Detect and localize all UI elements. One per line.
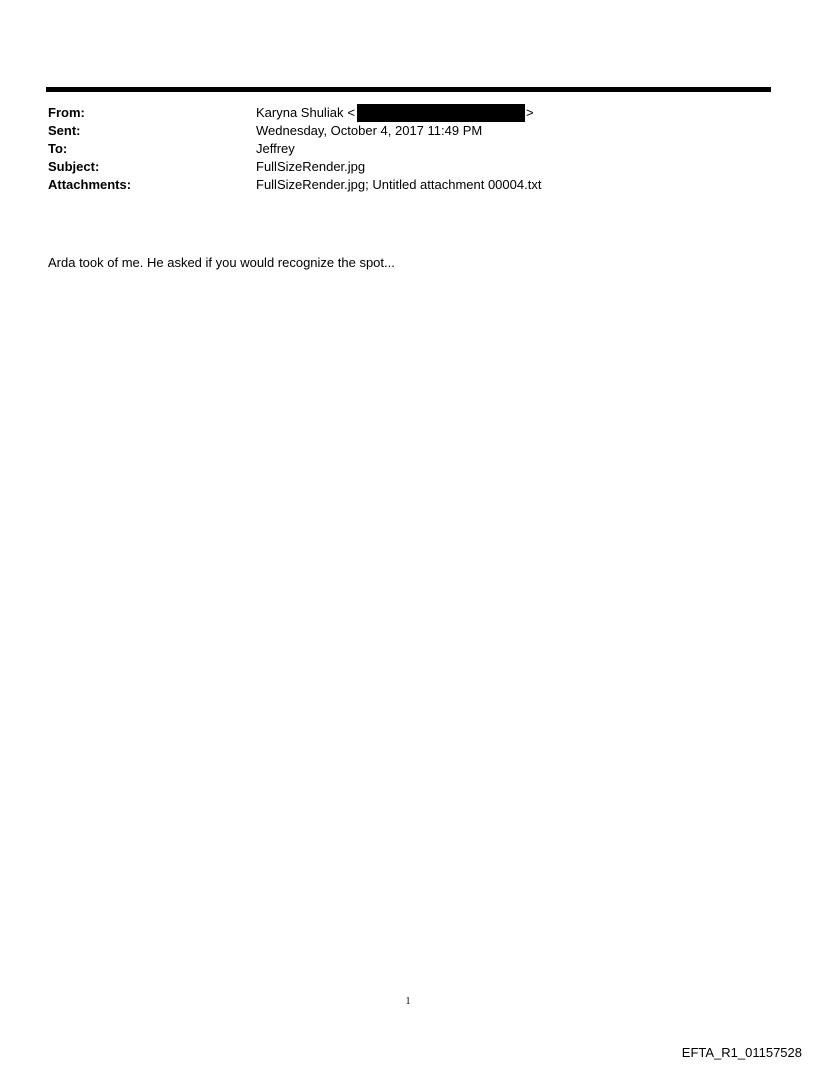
document-id: EFTA_R1_01157528 (681, 1045, 802, 1060)
to-value: Jeffrey (256, 141, 295, 156)
to-row (48, 140, 748, 158)
sent-label: Sent: (48, 123, 81, 138)
to-label: To: (48, 141, 68, 156)
email-header (48, 104, 748, 194)
from-row (48, 104, 748, 122)
sent-value: Wednesday, October 4, 2017 11:49 PM (256, 123, 483, 138)
attachments-label: Attachments: (48, 177, 132, 192)
sent-row (48, 122, 748, 140)
page-number: 1 (405, 996, 411, 1007)
sender-open-bracket: < (347, 105, 356, 120)
sender-close-bracket: > (526, 105, 534, 120)
attachments-row (48, 176, 748, 194)
from-label: From: (48, 105, 85, 120)
subject-label: Subject: (48, 159, 100, 174)
header-rule (46, 87, 771, 92)
redaction-box (357, 104, 525, 122)
subject-value: FullSizeRender.jpg (256, 159, 366, 174)
sender-name: Karyna Shuliak (256, 105, 344, 120)
from-value (256, 104, 534, 122)
subject-row (48, 158, 748, 176)
email-body: Arda took of me. He asked if you would recognize the spot... (48, 255, 395, 270)
attachments-value: FullSizeRender.jpg; Untitled attachment 00004.txt (256, 177, 542, 192)
